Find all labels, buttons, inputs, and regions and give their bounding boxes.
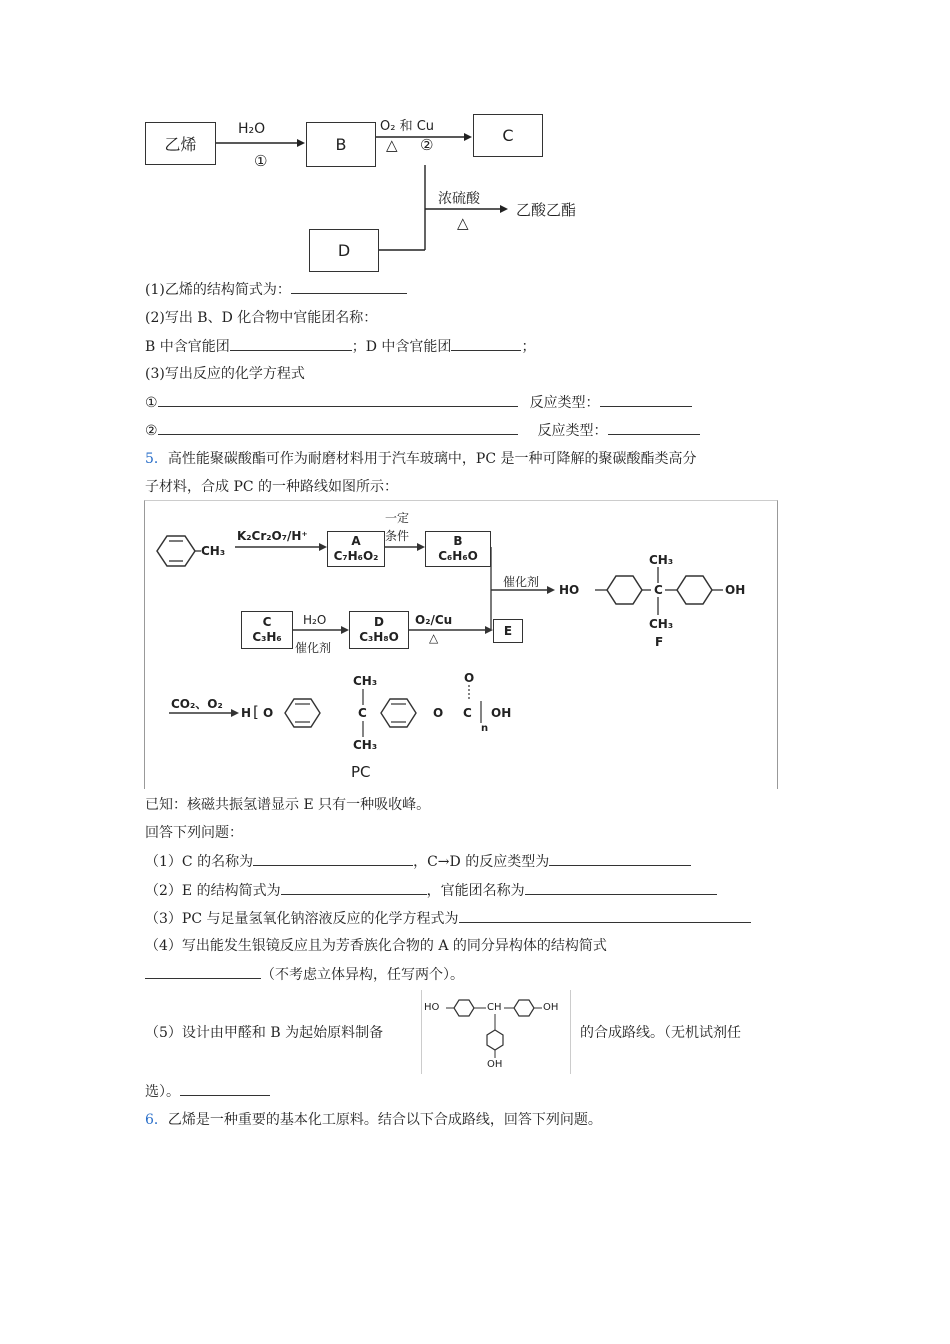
co2-o2-reagent: CO₂、O₂: [171, 697, 223, 711]
compound-c-box: [241, 611, 293, 649]
compound-b-label: B: [453, 534, 463, 548]
compound-d-box: [349, 611, 409, 649]
q5-sub-4: （4）写出能发生银镜反应且为芳香族化合物的 A 的同分异构体的结构简式: [145, 938, 607, 954]
struct-ch: CH: [487, 1002, 502, 1013]
pc-o1: O: [263, 706, 274, 720]
water-reagent: H₂O: [303, 613, 327, 627]
compound-a-label: A: [351, 534, 361, 548]
compound-b-box: B: [306, 122, 376, 167]
struct-ho: HO: [424, 1002, 440, 1013]
condition-label: 条件: [385, 529, 410, 543]
q5-known: 已知：核磁共振氢谱显示 E 只有一种吸收峰。: [145, 797, 431, 813]
q5-sub-5-cont: 的合成路线。（无机试剂任: [580, 1025, 741, 1041]
answer-blank[interactable]: [158, 392, 518, 407]
compound-b-formula: C₆H₆O: [438, 549, 478, 563]
ethyl-acetate-product: 乙酸乙酯: [516, 201, 577, 219]
question-number: 5．: [145, 451, 168, 467]
step-one-marker: ①: [254, 152, 268, 170]
q5-sub-2: [145, 880, 717, 901]
compound-e-box: [493, 619, 523, 643]
q4-line-2: (2)写出 B、D 化合物中官能团名称：: [145, 310, 378, 326]
water-reagent: H₂O: [238, 121, 266, 137]
q5-text: ，官能团名称为: [426, 883, 525, 899]
compound-c-formula: C₃H₆: [252, 630, 282, 644]
compound-c-box: C: [473, 114, 543, 157]
q4-text: (1)乙烯的结构简式为：: [145, 282, 291, 298]
struct-oh-bottom: OH: [487, 1059, 503, 1070]
pc-carbonyl-c: C: [463, 706, 472, 720]
pc-subscript-n: n: [481, 723, 489, 734]
q6-text: 乙烯是一种重要的基本化工原料。结合以下合成路线，回答下列问题。: [167, 1112, 602, 1128]
q4-line-3: [145, 336, 535, 357]
ethylene-box: 乙烯: [145, 122, 216, 165]
condition-label: 一定: [385, 511, 410, 525]
pc-bottom-ch3: CH₃: [353, 738, 378, 752]
compound-b-box: [425, 531, 491, 567]
q5-text: ，C→D 的反应类型为: [413, 854, 550, 870]
f-ho: HO: [559, 583, 580, 597]
q5-text: （2）E 的结构简式为: [145, 883, 281, 899]
q4-text: 反应类型：: [529, 395, 600, 411]
o2-cu-reagent: O₂/Cu: [415, 613, 453, 627]
q4-text: ；: [521, 339, 536, 355]
pc-o2: O: [433, 706, 444, 720]
compound-c-label: C: [262, 615, 272, 629]
compound-d-box: D: [309, 229, 379, 272]
q5-text: 高性能聚碳酸酯可作为耐磨材料用于汽车玻璃中，PC 是一种可降解的聚碳酸酯类高分: [167, 451, 697, 467]
catalyst-label: 催化剂: [295, 641, 332, 655]
answer-blank[interactable]: [451, 336, 521, 351]
q4-text: ①: [145, 395, 158, 411]
answer-blank[interactable]: [608, 420, 700, 435]
compound-a-formula: C₇H₆O₂: [333, 549, 379, 563]
f-bottom-ch3: CH₃: [649, 617, 674, 631]
answer-blank[interactable]: [549, 851, 691, 866]
q5-text: （1）C 的名称为: [145, 854, 254, 870]
step-two-marker: ②: [420, 136, 434, 154]
toluene-ch3: CH₃: [201, 544, 226, 558]
target-structure: [421, 990, 571, 1074]
heat-symbol: △: [386, 136, 398, 154]
q4-line-4: (3)写出反应的化学方程式: [145, 366, 305, 382]
question-number: 6．: [145, 1112, 168, 1128]
compound-f-label: F: [655, 635, 664, 649]
pc-oh: OH: [491, 706, 512, 720]
q4-line-1: [145, 279, 407, 300]
pc-h: H: [241, 706, 252, 720]
compound-a-box: [327, 531, 385, 567]
sulfuric-acid-reagent: 浓硫酸: [438, 191, 480, 207]
q5-text: （3）PC 与足量氢氧化钠溶液反应的化学方程式为: [145, 911, 459, 927]
answer-blank[interactable]: [600, 392, 692, 407]
q5-sub-3: [145, 908, 751, 929]
q5-answer-prompt: 回答下列问题：: [145, 825, 243, 841]
q4-text: ②: [145, 423, 158, 439]
pc-center-c: C: [358, 706, 367, 720]
q5-sub-5-end: [145, 1081, 270, 1102]
catalyst-label: 催化剂: [503, 575, 540, 589]
q5-intro-2: 子材料，合成 PC 的一种路线如图所示：: [145, 479, 399, 495]
q4-line-6: [145, 420, 700, 441]
answer-blank[interactable]: [230, 336, 352, 351]
answer-blank[interactable]: [291, 279, 407, 294]
answer-blank[interactable]: [459, 908, 751, 923]
answer-blank[interactable]: [525, 880, 717, 895]
q4-text: 反应类型：: [537, 423, 608, 439]
q5-intro-1: [145, 449, 697, 469]
answer-blank[interactable]: [180, 1081, 270, 1096]
pc-label: PC: [351, 763, 371, 781]
q5-sub-5: （5）设计由甲醛和 B 为起始原料制备: [145, 1025, 384, 1041]
answer-blank[interactable]: [281, 880, 427, 895]
heat-symbol: △: [457, 214, 469, 232]
q4-text: ；D 中含官能团: [351, 339, 452, 355]
q4-text: B 中含官能团: [145, 339, 230, 355]
q5-sub-4-cont: [145, 964, 464, 985]
f-top-ch3: CH₃: [649, 553, 674, 567]
struct-oh-right: OH: [543, 1002, 559, 1013]
q6-intro: [145, 1110, 602, 1130]
o2-cu-reagent: O₂ 和 Cu: [380, 119, 435, 134]
dichromate-reagent: K₂Cr₂O₇/H⁺: [237, 529, 308, 543]
heat-symbol: △: [429, 631, 439, 645]
pc-top-ch3: CH₃: [353, 674, 378, 688]
pc-bracket: [: [253, 703, 259, 721]
q5-text: 选）。: [145, 1084, 180, 1100]
pc-carbonyl-o: O: [464, 671, 475, 685]
answer-blank[interactable]: [145, 964, 261, 979]
f-center-c: C: [654, 583, 663, 597]
q5-text: （不考虑立体异构，任写两个）。: [261, 967, 464, 983]
f-oh: OH: [725, 583, 746, 597]
pc-synthesis-scheme: [144, 500, 778, 789]
compound-d-label: D: [374, 615, 384, 629]
compound-d-formula: C₃H₈O: [359, 630, 399, 644]
compound-e-label: E: [503, 623, 513, 638]
answer-blank[interactable]: [253, 851, 413, 866]
answer-blank[interactable]: [158, 420, 518, 435]
q4-line-5: [145, 392, 692, 413]
q5-sub-1: [145, 851, 691, 872]
